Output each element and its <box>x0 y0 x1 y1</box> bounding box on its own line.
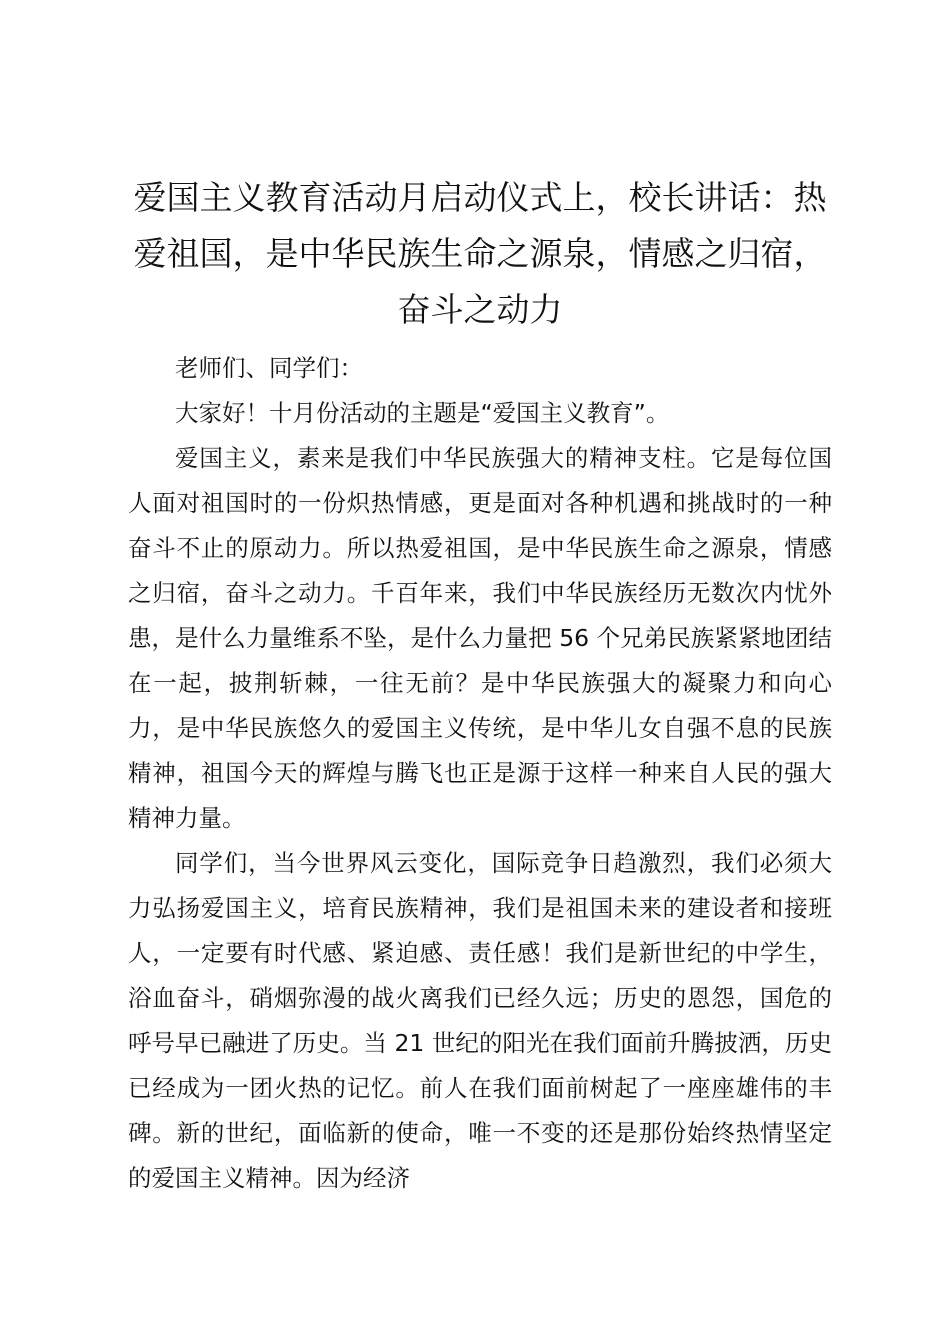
paragraph-students: 同学们，当今世界风云变化，国际竞争日趋激烈，我们必须大力弘扬爱国主义，培育民族精神，我们是祖国未来的建设者和接班人，一定要有时代感、紧迫感、责任感！我们是新世纪的中学生，浴血奋斗，硝烟弥漫的战火离我们已经久远；历史的恩怨，国危的呼号早已融进了历史。当 21 世纪的阳光在我们面前升腾披洒，历史已经成为一团火热的记忆。前人在我们面前树起了一座座雄伟的丰碑。新的世纪，面临新的使命，唯一不变的还是那份始终热情坚定的爱国主义精神。因为经济 <box>128 849 832 1192</box>
document-page <box>128 170 832 1201</box>
document-title: 爱国主义教育活动月启动仪式上，校长讲话：热爱祖国，是中华民族生命之源泉，情感之归宿，奋斗之动力 <box>133 178 827 329</box>
paragraph-patriotism: 爱国主义，素来是我们中华民族强大的精神支柱。它是每位国人面对祖国时的一份炽热情感，更是面对各种机遇和挑战时的一种奋斗不止的原动力。所以热爱祖国，是中华民族生命之源泉，情感之归宿，奋斗之动力。千百年来，我们中华民族经历无数次内忧外患，是什么力量维系不坠，是什么力量把 56 个兄弟民族紧紧地团结在一起，披荆斩棘，一往无前？是中华民族强大的凝聚力和向心力，是中华民族悠久的爱国主义传统，是中华儿女自强不息的民族精神，祖国今天的辉煌与腾飞也正是源于这样一种来自人民的强大精神力量。 <box>128 444 832 832</box>
paragraph-greeting: 大家好！十月份活动的主题是“爱国主义教育”。 <box>175 399 670 427</box>
salutation: 老师们、同学们： <box>175 354 363 382</box>
